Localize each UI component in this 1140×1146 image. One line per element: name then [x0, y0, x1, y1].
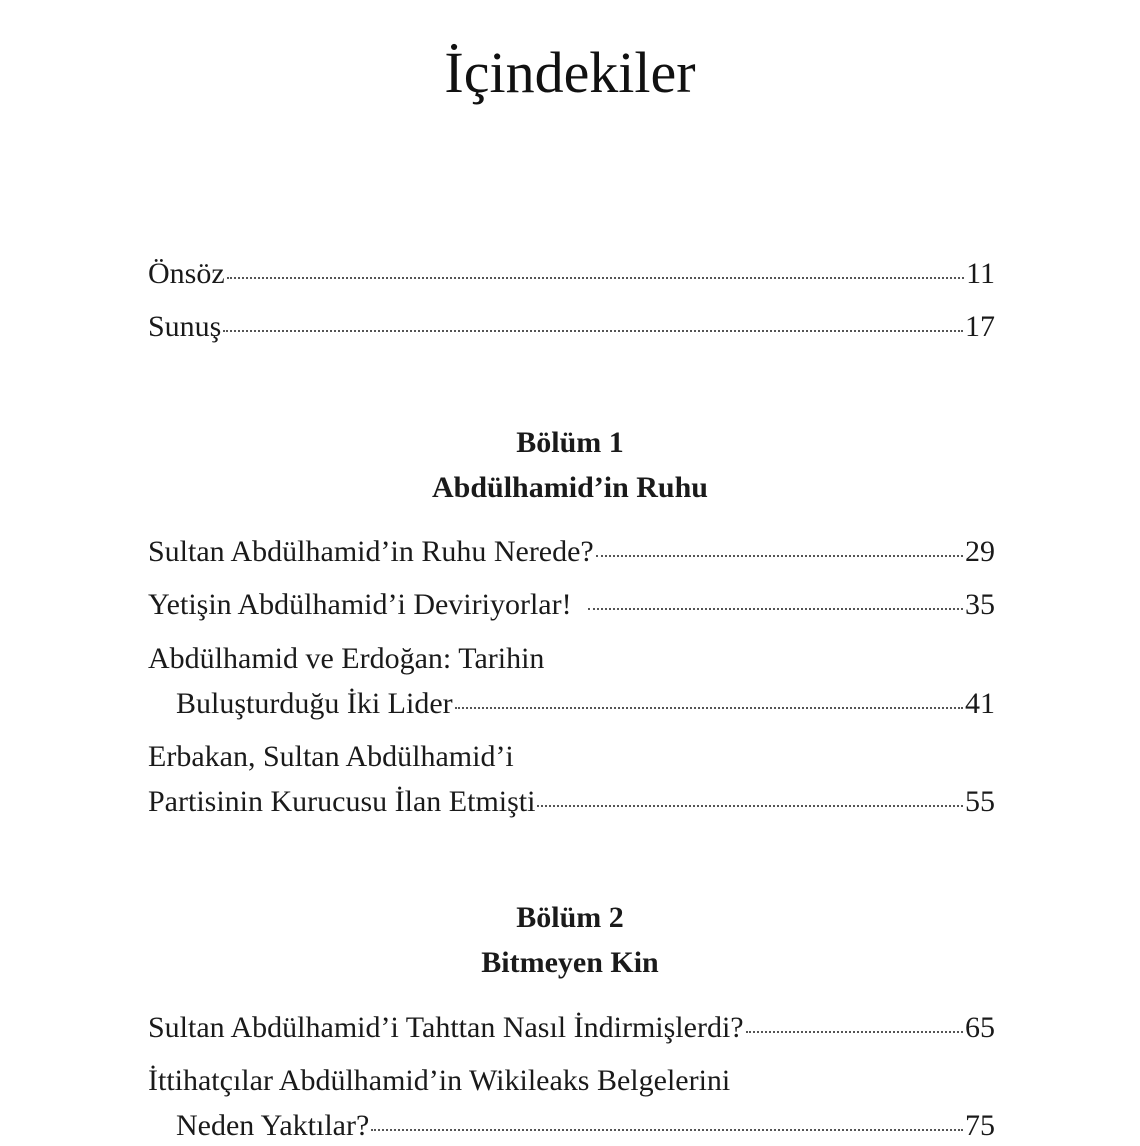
toc-entry-title: Yetişin Abdülhamid’i Deviriyorlar!: [148, 588, 572, 621]
toc-entry[interactable]: [148, 532, 995, 572]
toc-entry-title: Partisinin Kurucusu İlan Etmişti: [148, 785, 536, 818]
page-title: İçindekiler: [444, 39, 696, 105]
chapter-1-label: Bölüm 1: [516, 426, 624, 459]
dot-leader: [227, 277, 964, 279]
toc-entry-title: Neden Yaktılar?: [176, 1109, 370, 1142]
toc-entry-line[interactable]: Abdülhamid ve Erdoğan: Tarihin: [148, 642, 545, 675]
toc-entry-title: Sunuş: [148, 310, 222, 343]
toc-entry-sunus[interactable]: [148, 307, 995, 347]
toc-entry[interactable]: [148, 782, 995, 822]
toc-page-number: 11: [966, 257, 995, 290]
dot-leader: [223, 330, 963, 332]
dot-leader: [455, 707, 963, 709]
toc-page-number: 55: [965, 785, 995, 818]
chapter-2-title: Bitmeyen Kin: [481, 946, 659, 979]
toc-page-number: 75: [965, 1109, 995, 1142]
toc-page-number: 17: [965, 310, 995, 343]
toc-entry[interactable]: [148, 585, 995, 625]
dot-leader: [371, 1129, 963, 1131]
toc-page-number: 41: [965, 687, 995, 720]
chapter-2-label: Bölüm 2: [516, 901, 624, 934]
toc-page-number: 35: [965, 588, 995, 621]
dot-leader: [537, 805, 963, 807]
toc-page-number: 29: [965, 535, 995, 568]
toc-entry-line[interactable]: Erbakan, Sultan Abdülhamid’i: [148, 740, 514, 773]
dot-leader: [746, 1031, 963, 1033]
toc-entry-title: Buluşturduğu İki Lider: [176, 687, 453, 720]
toc-entry-onsoz[interactable]: [148, 254, 995, 294]
toc-entry-title: Sultan Abdülhamid’in Ruhu Nerede?: [148, 535, 594, 568]
toc-page-number: 65: [965, 1011, 995, 1044]
toc-entry[interactable]: [148, 1008, 995, 1048]
toc-entry[interactable]: [176, 684, 995, 724]
chapter-1-title: Abdülhamid’in Ruhu: [432, 471, 708, 504]
dot-leader: [596, 555, 963, 557]
dot-leader: [588, 608, 963, 610]
toc-entry[interactable]: [176, 1106, 995, 1146]
toc-entry-title: Önsöz: [148, 257, 225, 290]
toc-entry-title: Sultan Abdülhamid’i Tahttan Nasıl İndirmişlerdi?: [148, 1011, 744, 1044]
toc-entry-line[interactable]: İttihatçılar Abdülhamid’in Wikileaks Belgelerini: [148, 1064, 731, 1097]
